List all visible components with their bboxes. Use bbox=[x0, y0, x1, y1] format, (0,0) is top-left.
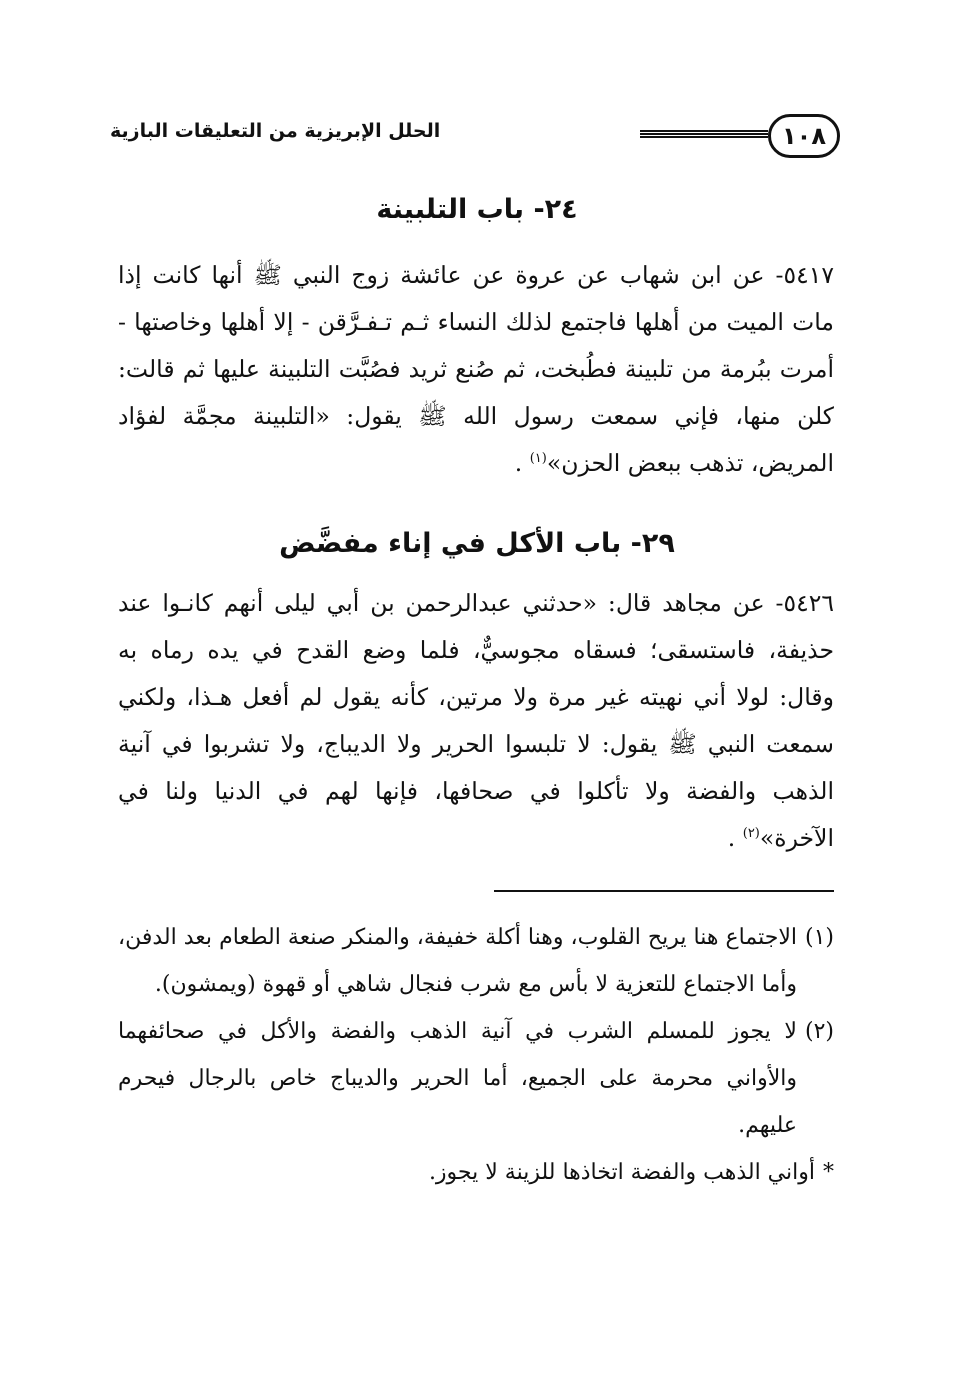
footnote-note bbox=[118, 1149, 834, 1196]
footnote-2-marker: (٢) bbox=[804, 1019, 834, 1044]
section-title-talbina: ٢٤- باب التلبينة bbox=[376, 194, 578, 225]
header-rule-inner bbox=[640, 133, 768, 135]
footnote-ref-2[interactable]: (٢) bbox=[742, 826, 760, 842]
hadith-5426-end: . bbox=[727, 824, 736, 852]
hadith-5426 bbox=[118, 580, 834, 862]
page-number bbox=[768, 114, 840, 158]
hadith-5417-end: . bbox=[514, 449, 523, 477]
page-number-text: ١٠٨ bbox=[782, 122, 826, 150]
footnote-1-text: الاجتماع هنا يريح القلوب، وهنا أكلة خفيفة، والمنكر صنعة الطعام بعد الدفن، وأما الاجتماع للتعزية لا بأس مع شرب فنجال شاهي أو قهوة (ويمشون). bbox=[118, 925, 797, 997]
page-header bbox=[110, 112, 840, 162]
footnote-note-text: أواني الذهب والفضة اتخاذها للزينة لا يجوز. bbox=[428, 1160, 815, 1185]
hadith-5426-paragraph bbox=[118, 580, 834, 862]
asterisk-icon: * bbox=[823, 1160, 834, 1185]
footnote-1 bbox=[118, 914, 834, 1008]
hadith-5417-paragraph bbox=[118, 252, 834, 487]
footnote-1-marker: (١) bbox=[804, 925, 834, 950]
hadith-5417 bbox=[118, 252, 834, 487]
hadith-5417-text: ٥٤١٧- عن ابن شهاب عن عروة عن عائشة زوج النبي ﷺ أنها كانت إذا مات الميت من أهلها فاجتمع لذلك النساء ثـم تـفـرَّقن - إلا أهلها وخاصتها - أمرت ببُرمة من تلبينة فطُبخت، ثم صُنع ثريد فصُبَّت التلبينة عليها ثم قالت: كلن منها، فإني سمعت رسول الله ﷺ يقول: «التلبينة مجمَّة لفؤاد المريض، تذهب ببعض الحزن» bbox=[118, 261, 834, 477]
footnote-ref-1[interactable]: (١) bbox=[529, 451, 547, 467]
footnote-separator bbox=[494, 890, 834, 892]
running-title: الحلل الإبريزية من التعليقات البازية bbox=[110, 120, 441, 142]
hadith-5426-text: ٥٤٢٦- عن مجاهد قال: «حدثني عبدالرحمن بن أبي ليلى أنهم كانـوا عند حذيفة، فاستسقى؛ فسقاه مجوسيٌّ، فلما وضع القدح في يده رماه به وقال: لولا أني نهيته غير مرة ولا مرتين، كأنه يقول لم أفعل هـذا، ولكني سمعت النبي ﷺ يقول: لا تلبسوا الحرير ولا الديباج، ولا تشربوا في آنية الذهب والفضة ولا تأكلوا في صحافها، فإنها لهم في الدنيا ولنا في الآخرة» bbox=[118, 589, 834, 852]
footnote-2 bbox=[118, 1008, 834, 1149]
footnotes bbox=[118, 914, 834, 1196]
footnote-2-text: لا يجوز للمسلم الشرب في آنية الذهب والفضة والأكل في صحائفهما والأواني محرمة على الجميع، أما الحرير والديباج خاص بالرجال فيحرم عليهم. bbox=[118, 1019, 797, 1138]
section-title-silver-vessel: ٢٩- باب الأكل في إناء مفضَّض bbox=[279, 528, 675, 559]
